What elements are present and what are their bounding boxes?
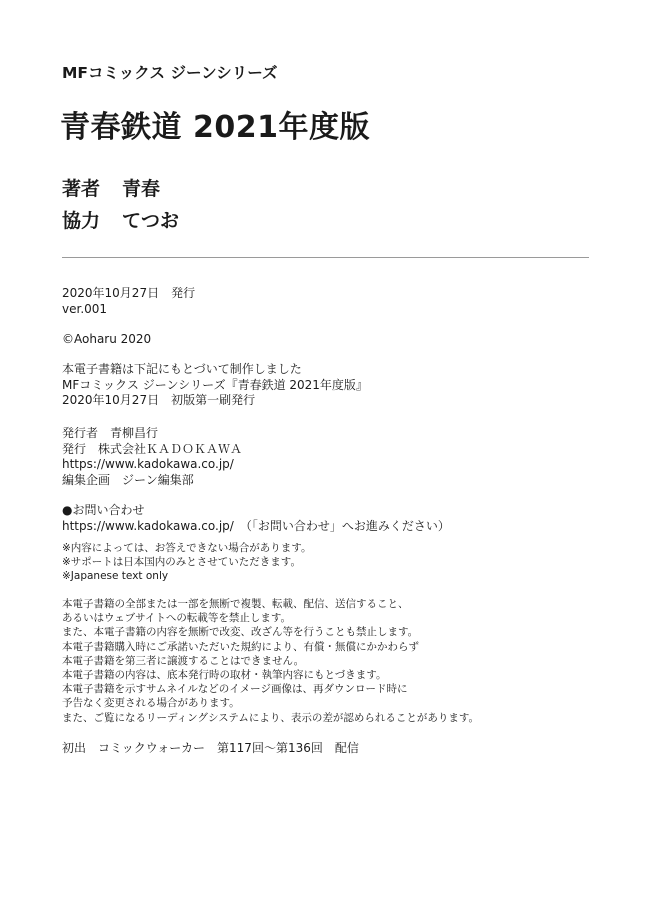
legal-line: 本電子書籍購入時にご承諾いただいた規約により、有償・無償にかかわらず xyxy=(62,640,419,653)
issue-date: 2020年10月27日 発行 xyxy=(62,286,196,300)
author-credit xyxy=(62,174,160,201)
assist-name: てつお xyxy=(122,210,180,232)
note-line: ※Japanese text only xyxy=(62,570,169,582)
legal-notice xyxy=(62,597,479,725)
assist-credit xyxy=(62,206,179,233)
note-line: ※サポートは日本国内のみとさせていただきます。 xyxy=(62,556,301,568)
copyright: ©Aoharu 2020 xyxy=(62,332,152,346)
basis-line: 本電子書籍は下記にもとづいて制作しました xyxy=(62,362,302,376)
legal-line: 本電子書籍の内容は、底本発行時の取材・執筆内容にもとづきます。 xyxy=(62,669,387,682)
series-name: MFコミックス ジーンシリーズ xyxy=(62,64,278,82)
assist-role: 協力 xyxy=(62,210,101,232)
support-notes xyxy=(62,541,311,583)
legal-line: あるいはウェブサイトへの転載等を禁止します。 xyxy=(62,612,292,625)
issue-info xyxy=(62,286,195,317)
legal-line: 本電子書籍の全部または一部を無断で複製、転載、配信、送信すること、 xyxy=(62,598,409,610)
legal-line: 予告なく変更される場合があります。 xyxy=(62,697,240,710)
author-name: 青春 xyxy=(122,178,161,200)
inquiry-info xyxy=(62,503,450,534)
book-title: 青春鉄道 2021年度版 xyxy=(60,110,370,145)
version: ver.001 xyxy=(62,301,108,316)
publisher-line: 発行者 青柳昌行 xyxy=(62,426,159,440)
basis-info xyxy=(62,362,368,409)
legal-line: 本電子書籍を示すサムネイルなどのイメージ画像は、再ダウンロード時に xyxy=(62,683,408,696)
first-publication: 初出 コミックウォーカー 第117回〜第136回 配信 xyxy=(62,741,359,755)
inquiry-url[interactable]: https://www.kadokawa.co.jp/ （「お問い合わせ」へお進みください） xyxy=(62,518,450,533)
publisher-line: 編集企画 ジーン編集部 xyxy=(62,472,194,487)
legal-line: また、本電子書籍の内容を無断で改変、改ざん等を行うことも禁止します。 xyxy=(62,626,419,639)
divider xyxy=(62,257,589,258)
publisher-url[interactable]: https://www.kadokawa.co.jp/ xyxy=(62,457,234,471)
basis-line: 2020年10月27日 初版第一刷発行 xyxy=(62,393,256,407)
publisher-info xyxy=(62,426,242,488)
inquiry-heading: ●お問い合わせ xyxy=(62,503,145,517)
publisher-line: 発行 株式会社ＫＡＤＯＫＡＷＡ xyxy=(62,441,243,456)
basis-line: MFコミックス ジーンシリーズ『青春鉄道 2021年度版』 xyxy=(62,377,368,392)
author-role: 著者 xyxy=(62,178,101,200)
note-line: ※内容によっては、お答えできない場合があります。 xyxy=(62,542,312,554)
legal-line: また、ご覧になるリーディングシステムにより、表示の差が認められることがあります。 xyxy=(62,711,480,724)
legal-line: 本電子書籍を第三者に譲渡することはできません。 xyxy=(62,654,305,667)
